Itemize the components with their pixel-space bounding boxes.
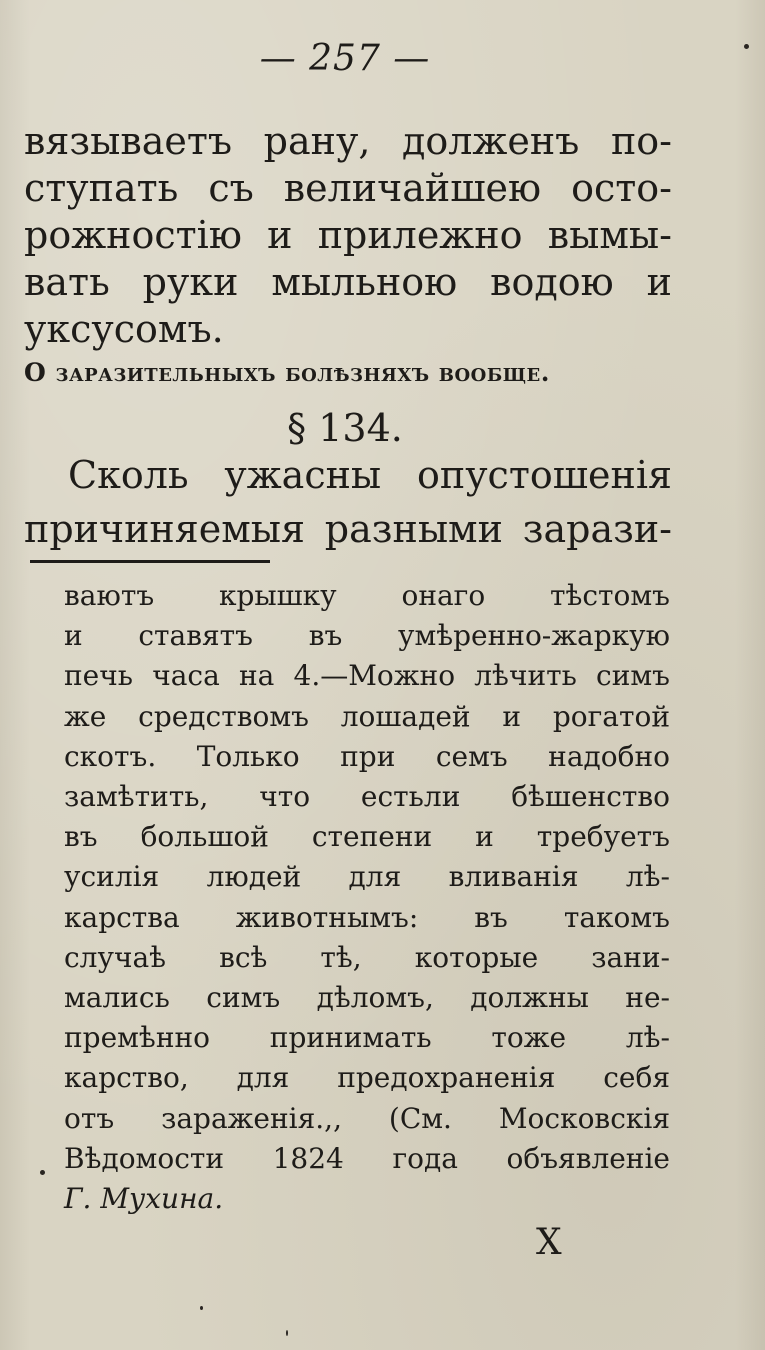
footnote-line: замѣтить, что естьли бѣшенство <box>64 780 670 814</box>
text-line: рожностію и прилежно вымы- <box>24 213 672 257</box>
text-line: вать руки мыльною водою и <box>24 260 672 304</box>
footnote-line: карства животнымъ: въ такомъ <box>64 900 670 934</box>
section-paragraph <box>24 448 672 556</box>
footnote-line: Г. Мухина. <box>64 1182 224 1216</box>
ink-speck <box>200 1306 203 1310</box>
footnote-line: ваютъ крышку онаго тѣстомъ <box>64 579 670 612</box>
text-line: вязываетъ рану, долженъ по- <box>24 119 672 163</box>
ink-speck <box>40 1170 45 1175</box>
footnote <box>64 576 670 1219</box>
footnote-line: печь часа на 4.—Можно лѣчить симъ <box>64 659 670 693</box>
ink-speck <box>286 1330 288 1336</box>
footnote-line: карство, для предохраненія себя <box>64 1061 670 1095</box>
text-line: уксусомъ. <box>24 307 224 351</box>
section-number: § 134. <box>287 406 403 450</box>
footnote-line: отъ зараженія.,, (См. Московскія <box>64 1101 670 1135</box>
footnote-divider <box>30 560 270 563</box>
footnote-line: и ставятъ въ умѣренно-жаркую <box>64 619 670 653</box>
footnote-line: Вѣдомости 1824 года объявленіе <box>64 1141 670 1175</box>
footnote-line: усилія людей для вливанія лѣ- <box>64 860 670 894</box>
text-line: Сколь ужасны опустошенія <box>68 453 672 497</box>
footnote-line: же средствомъ лошадей и рогатой <box>64 699 670 733</box>
ink-speck <box>744 44 749 49</box>
footnote-line: мались симъ дѣломъ, должны не- <box>64 981 670 1015</box>
page-number: — 257 — <box>259 38 431 79</box>
footnote-line: въ большой степени и требуетъ <box>64 820 670 854</box>
footnote-line: случаѣ всѣ тѣ, которые зани- <box>64 940 670 974</box>
text-line: ступать съ величайшею осто- <box>24 166 672 210</box>
catchword: Х <box>536 1222 562 1263</box>
text-line: причиняемыя разными зарази- <box>24 507 672 551</box>
footnote-line: скотъ. Только при семъ надобно <box>64 739 670 773</box>
section-heading: О заразительныхъ болѣзняхъ вообще. <box>24 358 550 387</box>
main-paragraph <box>24 118 672 353</box>
footnote-line: премѣнно принимать тоже лѣ- <box>64 1021 670 1055</box>
